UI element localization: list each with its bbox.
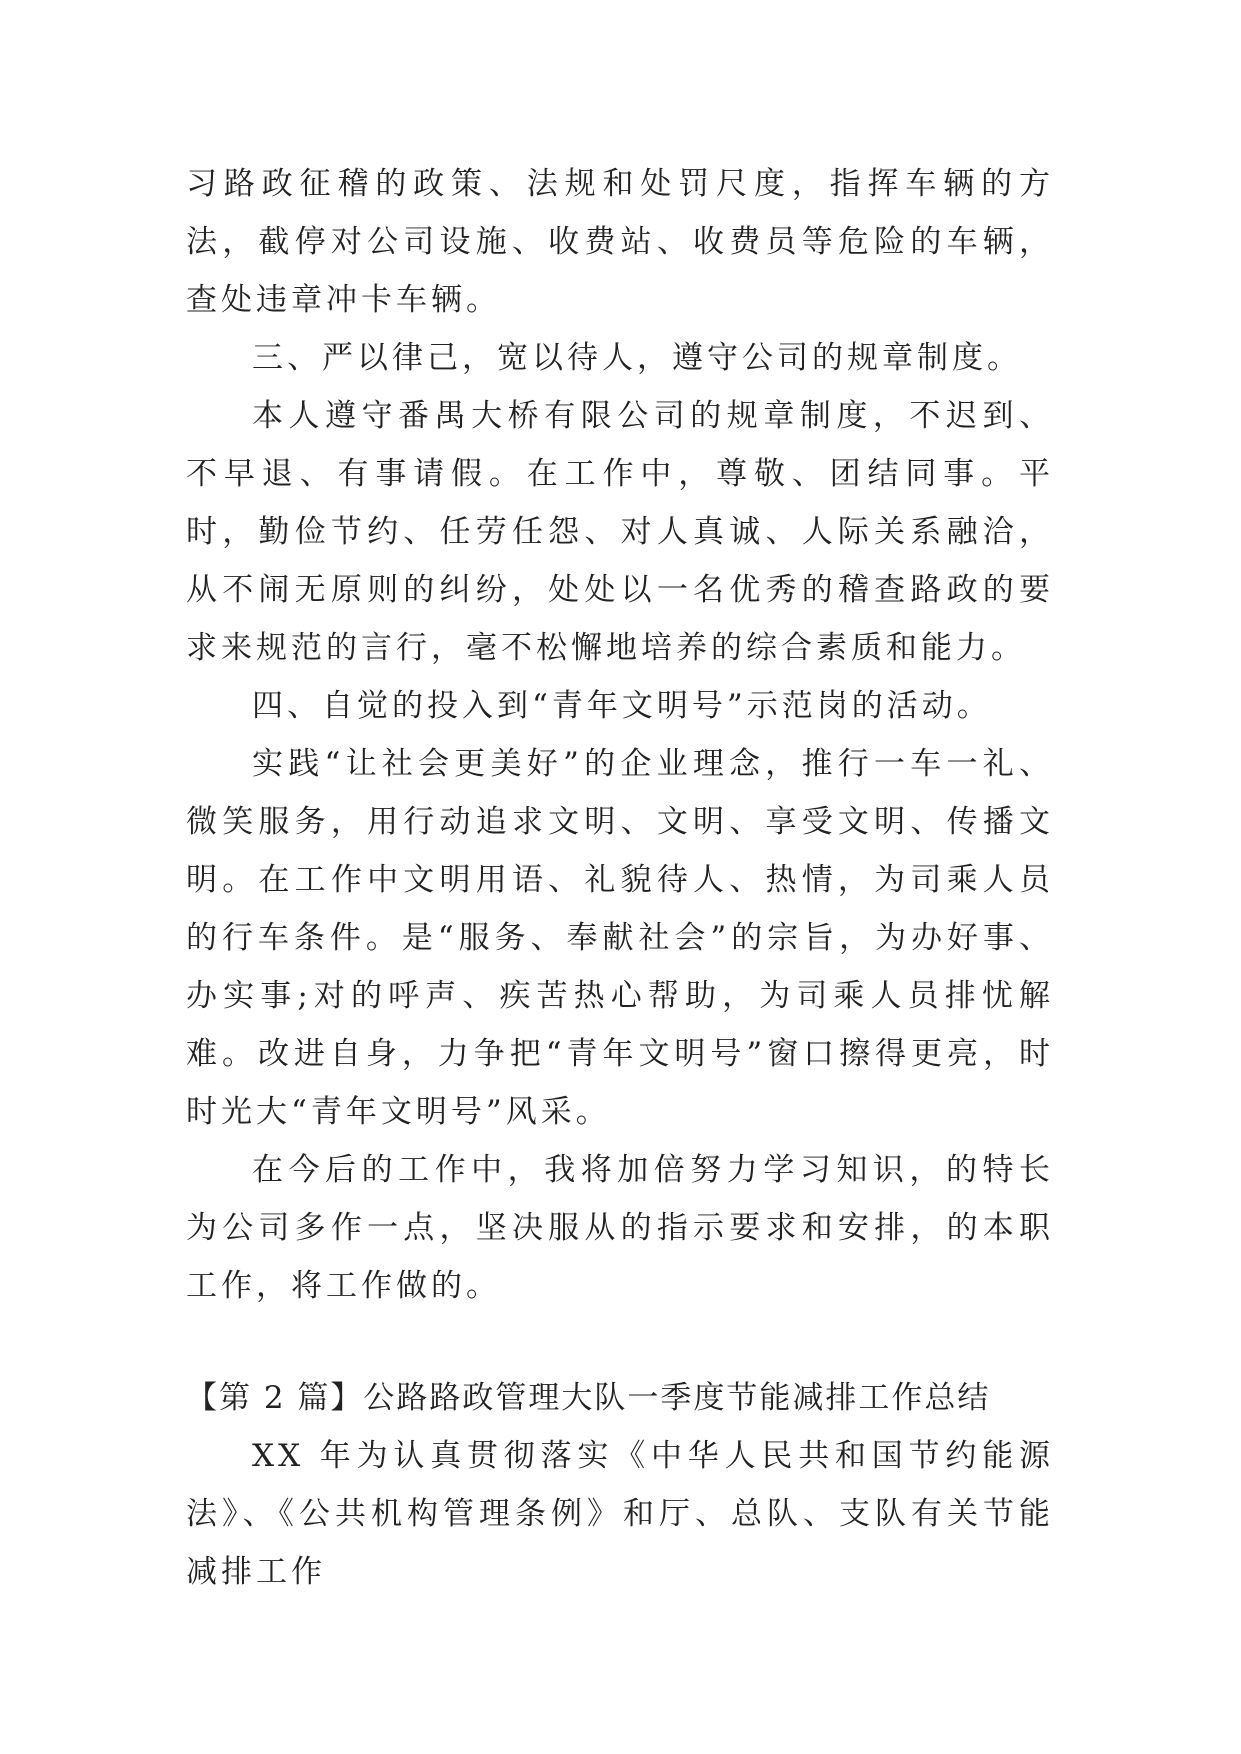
heading-four: 四、自觉的投入到“青年文明号”示范岗的活动。 <box>252 688 992 724</box>
section-paragraph-1: XX 年为认真贯彻落实《中华人民共和国节约能源法》、《公共机构管理条例》和厅、总队、支队有关节能减排工作 <box>186 1438 1054 1590</box>
paragraph-2: 本人遵守番禺大桥有限公司的规章制度，不迟到、不早退、有事请假。在工作中，尊敬、团结同事。平时，勤俭节约、任劳任怨、对人真诚、人际关系融洽，从不闹无原则的纠纷，处处以一名优秀的稽查路政的要求来规范的言行，毫不松懈地培养的综合素质和能力。 <box>186 398 1054 666</box>
paragraph-3: 实践“让社会更美好”的企业理念，推行一车一礼、微笑服务，用行动追求文明、文明、享受文明、传播文明。在工作中文明用语、礼貌待人、热情，为司乘人员的行车条件。是“服务、奉献社会”的宗旨，为办好事、办实事;对的呼声、疾苦热心帮助，为司乘人员排忧解难。改进自身，力争把“青年文明号”窗口擦得更亮，时时光大“青年文明号”风采。 <box>186 746 1054 1130</box>
paragraph-1: 习路政征稽的政策、法规和处罚尺度，指挥车辆的方法，截停对公司设施、收费站、收费员等危险的车辆，查处违章冲卡车辆。 <box>186 166 1054 318</box>
document-body <box>186 155 1054 1601</box>
paragraph-4: 在今后的工作中，我将加倍努力学习知识，的特长为公司多作一点，坚决服从的指示要求和安排，的本职工作，将工作做的。 <box>186 1152 1054 1304</box>
section-title: 【第 2 篇】公路路政管理大队一季度节能减排工作总结 <box>186 1380 991 1416</box>
heading-three: 三、严以律己，宽以待人，遵守公司的规章制度。 <box>252 340 1022 376</box>
